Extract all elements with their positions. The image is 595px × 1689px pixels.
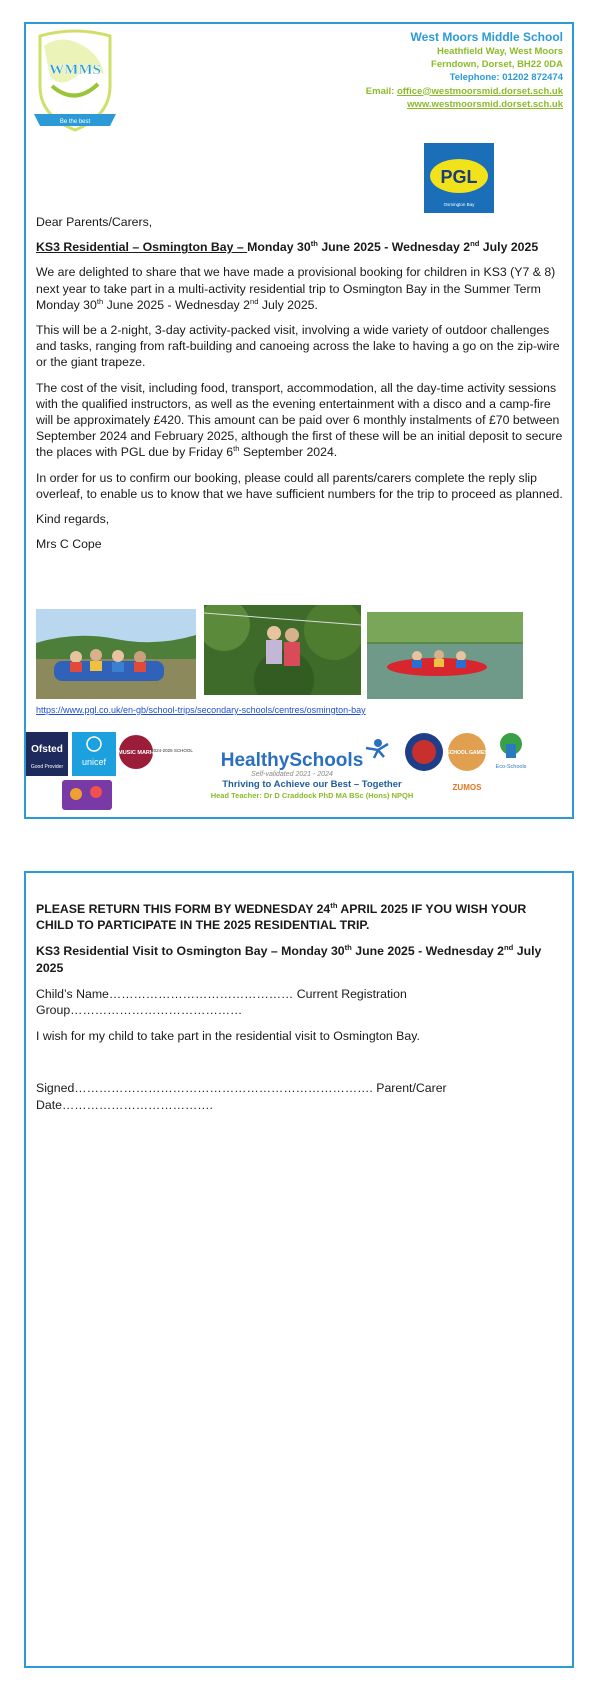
music-mark-school: 2024-2025 SCHOOL bbox=[151, 748, 193, 753]
school-games-text: SCHOOL GAMES bbox=[446, 750, 488, 756]
music-mark-logo bbox=[118, 735, 193, 769]
healthy-schools-logo bbox=[221, 739, 388, 778]
reply-slip-form bbox=[36, 901, 566, 1123]
school-email-row bbox=[366, 85, 563, 98]
return-instruction: PLEASE RETURN THIS FORM BY WEDNESDAY 24th APRIL 2025 IF YOU WISH YOUR CHILD TO PARTICIPATE IN THE 2025 RESIDENTIAL TRIP. bbox=[36, 900, 527, 933]
eco-schools-logo bbox=[496, 733, 527, 770]
greeting: Dear Parents/Carers, bbox=[36, 215, 153, 229]
pgl-logo bbox=[424, 143, 494, 213]
footer-text bbox=[202, 779, 422, 800]
school-town: Ferndown, Dorset, BH22 0DA bbox=[431, 59, 563, 71]
crest-scroll-text: Be the best bbox=[59, 119, 91, 125]
activity-photos bbox=[36, 609, 566, 709]
consent-statement: I wish for my child to take part in the residential visit to Osmington Bay. bbox=[36, 1029, 420, 1044]
accreditation-logos bbox=[26, 730, 572, 815]
signature-name: Mrs C Cope bbox=[36, 537, 102, 552]
signature-field[interactable]: Signed………………………………………………………………. Parent/Carer Date………………………………. bbox=[36, 1081, 447, 1112]
ofsted-logo bbox=[26, 732, 68, 776]
letter-page bbox=[24, 22, 574, 819]
footer-motto: Thriving to Achieve our Best – Together bbox=[222, 779, 402, 790]
reply-slip-page bbox=[24, 871, 574, 1668]
canoe-photo bbox=[367, 612, 523, 699]
school-name: West Moors Middle School bbox=[410, 30, 563, 44]
eco-schools-text: Eco-Schools bbox=[495, 764, 527, 770]
paragraph-activities: This will be a 2-night, 3-day activity-packed visit, involving a wide variety of outdoor challenges and tasks, ranging from raft-building and canoeing across the lake to having a go on the zip-wire or the giant trapeze. bbox=[36, 323, 560, 370]
school-email-link[interactable]: office@westmoorsmid.dorset.sch.uk bbox=[396, 85, 563, 97]
pgl-logo-text: PGL bbox=[440, 167, 478, 187]
school-telephone: Telephone: 01202 872474 bbox=[449, 72, 563, 84]
school-website-link[interactable]: www.westmoorsmid.dorset.sch.uk bbox=[407, 98, 563, 110]
music-mark-text: MUSIC MARK bbox=[118, 750, 154, 756]
ofsted-text: Ofsted bbox=[31, 744, 63, 755]
child-name-field[interactable]: Child’s Name……………………………………… Current Registration Group…………………………………… bbox=[36, 986, 407, 1018]
sign-off: Kind regards, bbox=[36, 512, 110, 527]
zumos-logo: ZUMOS bbox=[452, 783, 482, 792]
school-address: Heathfield Way, West Moors bbox=[437, 46, 563, 57]
paragraph-intro: We are delighted to share that we have made a provisional booking for children in KS3 (Y7 & 8) next year to take part in a multi-activity residential trip to Osmington Bay in the Summer Term Monday 30th June 2025 - Wednesday 2nd July 2025. bbox=[36, 265, 556, 312]
visit-title: KS3 Residential Visit to Osmington Bay – Monday 30th June 2025 - Wednesday 2nd July 2025 bbox=[36, 943, 542, 975]
school-games-logo bbox=[446, 733, 488, 771]
head-teacher-line: Head Teacher: Dr D Craddock PhD MA BSc (Hons) NPQH bbox=[210, 791, 414, 800]
healthy-schools-sub: Self-validated 2021 - 2024 bbox=[251, 771, 333, 778]
school-crest-logo bbox=[30, 26, 120, 134]
raft-photo bbox=[36, 609, 196, 699]
unicef-logo bbox=[72, 732, 116, 776]
crest-text: WMMS bbox=[49, 62, 101, 78]
ofsted-sub: Good Provider bbox=[30, 764, 64, 770]
paragraph-confirm: In order for us to confirm our booking, please could all parents/carers complete the reply slip overleaf, to enable us to know that we have sufficient numbers for the trip to proceed as planned. bbox=[36, 470, 563, 501]
healthy-schools-text: HealthySchools bbox=[220, 750, 364, 771]
zip-wire-photo bbox=[204, 605, 361, 695]
pgl-centre-link[interactable]: https://www.pgl.co.uk/en-gb/school-trips/secondary-schools/centres/osmington-bay bbox=[36, 705, 366, 715]
unicef-text: unicef bbox=[81, 757, 107, 767]
school-contact-block bbox=[366, 30, 563, 111]
reading-award-logo bbox=[62, 780, 112, 810]
quality-badge-logo bbox=[405, 733, 443, 771]
pgl-logo-sub: Osmington Bay bbox=[443, 202, 475, 207]
letter-body bbox=[36, 214, 566, 561]
letter-title: KS3 Residential – Osmington Bay – Monday 30th June 2025 - Wednesday 2nd July 2025 bbox=[36, 239, 539, 255]
paragraph-cost: The cost of the visit, including food, transport, accommodation, all the day-time activity sessions with the qualified instructors, as well as the evening entertainment with a disco and a camp-fire will be approximately £420. This amount can be paid over 6 monthly instalments of £70 between September 2024 and February 2025, although the first of these will be an initial deposit to secure the places with PGL due by Friday 6th September 2024. bbox=[36, 380, 563, 460]
email-label: Email: bbox=[365, 85, 397, 97]
